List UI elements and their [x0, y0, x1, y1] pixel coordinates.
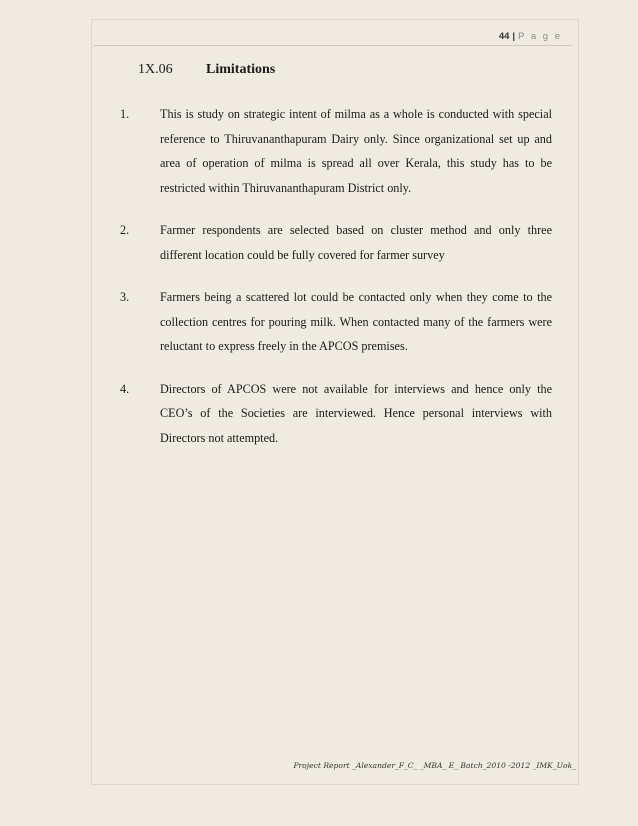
section-heading: [138, 62, 275, 78]
page-number: 44: [498, 31, 510, 42]
list-item-number: 3.: [120, 290, 130, 304]
list-item-text: This is study on strategic intent of milma as a whole is conducted with special reference to Thiruvananthapuram Dairy only. Since organizational set up and area of operation of milma is spread all over Kerala, this study has to be restricted within Thiruvananthapuram District only.: [160, 107, 552, 195]
list-item-number: 1.: [120, 107, 130, 121]
list-item-number: 2.: [120, 223, 130, 237]
section-title: Limitations: [206, 62, 276, 77]
page-header: [499, 31, 562, 42]
list-item-text: Farmers being a scattered lot could be contacted only when they come to the collection centres for pouring milk. When contacted many of the farmers were reluctant to express freely in the APCOS premises.: [160, 290, 552, 353]
page-word: P a g e: [518, 31, 562, 42]
list-item: [120, 218, 552, 267]
section-number: 1X.06: [138, 62, 173, 77]
page-footer: Project Report _Alexander_F_C_ _MBA_ E_ Batch_2010 -2012 _IMK_Uok_: [293, 761, 576, 770]
limitations-list: [120, 102, 552, 468]
list-item-text: Farmer respondents are selected based on cluster method and only three different location could be fully covered for farmer survey: [160, 223, 552, 262]
header-rule: [94, 45, 572, 46]
list-item: [120, 377, 552, 451]
list-item-number: 4.: [120, 381, 130, 396]
list-item: [120, 285, 552, 359]
list-item: [120, 102, 552, 200]
page-separator: |: [512, 31, 516, 42]
list-item-text: Directors of APCOS were not available for interviews and hence only the CEO’s of the Societies are interviewed. Hence personal interviews with Directors not attempted.: [160, 381, 552, 445]
